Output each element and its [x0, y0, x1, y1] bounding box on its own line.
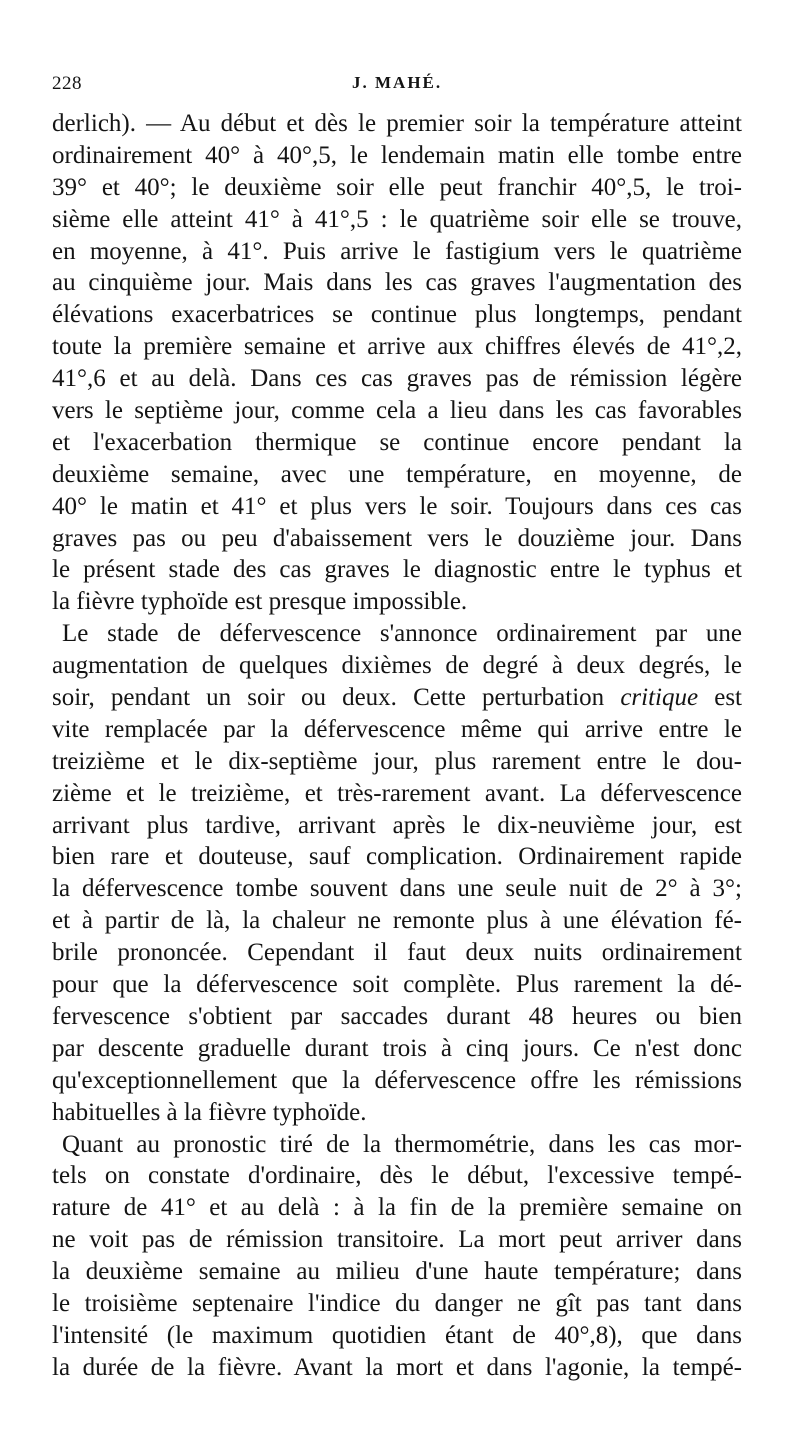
text-line: ne voit pas de rémission transitoire. La mort peut arriver dans [52, 1226, 742, 1254]
text-line: augmentation de quelques dixièmes de degré à deux degrés, le [52, 652, 742, 680]
text-line: vite remplacée par la défervescence même qui arrive entre le [52, 715, 742, 743]
body-text [52, 108, 742, 1384]
text-line: graves pas ou peu d'abaissement vers le douzième jour. Dans [52, 524, 742, 552]
text-line: 40° le matin et 41° et plus vers le soir. Toujours dans ces cas [52, 492, 742, 520]
text-line: habituelles à la fièvre typhoïde. [52, 1098, 367, 1126]
text-fragment: est [698, 684, 742, 712]
text-line: la durée de la fièvre. Avant la mort et dans l'agonie, la tempé- [52, 1353, 742, 1381]
text-line: toute la première semaine et arrive aux chiffres élevés de 41°,2, [52, 333, 742, 361]
text-line: le troisième septenaire l'indice du danger ne gît pas tant dans [52, 1289, 742, 1317]
page-number: 228 [52, 73, 82, 94]
running-head [52, 73, 742, 99]
text-line: la défervescence tombe souvent dans une seule nuit de 2° à 3°; [52, 875, 742, 903]
text-line: la fièvre typhoïde est presque impossible. [52, 588, 468, 616]
text-line: élévations exacerbatrices se continue plus longtemps, pendant [52, 301, 742, 329]
text-line: la deuxième semaine au milieu d'une haute température; dans [52, 1258, 742, 1286]
text-line: deuxième semaine, avec une température, en moyenne, de [52, 460, 742, 488]
running-title: J. MAHÉ. [352, 73, 443, 92]
paragraph-start-line: Quant au pronostic tiré de la thermométrie, dans les cas mor- [62, 1130, 742, 1158]
text-line: au cinquième jour. Mais dans les cas graves l'augmentation des [52, 269, 742, 297]
text-line: l'intensité (le maximum quotidien étant de 40°,8), que dans [52, 1321, 742, 1349]
text-line: sième elle atteint 41° à 41°,5 : le quatrième soir elle se trouve, [52, 205, 742, 233]
text-line: qu'exceptionnellement que la défervescence offre les rémissions [52, 1066, 742, 1094]
text-line: arrivant plus tardive, arrivant après le dix-neuvième jour, est [52, 811, 742, 839]
text-line-with-emphasis [52, 682, 742, 714]
text-line: 39° et 40°; le deuxième soir elle peut franchir 40°,5, le troi- [52, 173, 742, 201]
text-line: et l'exacerbation thermique se continue encore pendant la [52, 428, 742, 456]
text-line: tels on constate d'ordinaire, dès le début, l'excessive tempé- [52, 1162, 742, 1190]
text-line: ordinairement 40° à 40°,5, le lendemain matin elle tombe entre [52, 141, 742, 169]
text-line: derlich). — Au début et dès le premier soir la température atteint [52, 110, 742, 137]
text-line: en moyenne, à 41°. Puis arrive le fastigium vers le quatrième [52, 237, 742, 265]
text-line: zième et le treizième, et très-rarement avant. La défervescence [52, 779, 742, 807]
text-line: le présent stade des cas graves le diagnostic entre le typhus et [52, 556, 742, 584]
paragraph-start-line: Le stade de défervescence s'annonce ordinairement par une [62, 620, 742, 648]
text-line: brile prononcée. Cependant il faut deux nuits ordinairement [52, 939, 742, 967]
text-line: treizième et le dix-septième jour, plus rarement entre le dou- [52, 747, 742, 775]
text-line: pour que la défervescence soit complète. Plus rarement la dé- [52, 971, 742, 999]
text-line: bien rare et douteuse, sauf complication. Ordinairement rapide [52, 843, 742, 871]
text-line: rature de 41° et au delà : à la fin de la première semaine on [52, 1194, 742, 1222]
text-line: fervescence s'obtient par saccades durant 48 heures ou bien [52, 1002, 742, 1030]
italic-word: critique [620, 684, 699, 712]
text-fragment: soir, pendant un soir ou deux. Cette perturbation [52, 684, 621, 712]
text-line: par descente graduelle durant trois à cinq jours. Ce n'est donc [52, 1034, 742, 1062]
text-line: et à partir de là, la chaleur ne remonte plus à une élévation fé- [52, 907, 742, 935]
text-line: 41°,6 et au delà. Dans ces cas graves pas de rémission légère [52, 365, 742, 393]
text-line: vers le septième jour, comme cela a lieu dans les cas favorables [52, 397, 742, 425]
